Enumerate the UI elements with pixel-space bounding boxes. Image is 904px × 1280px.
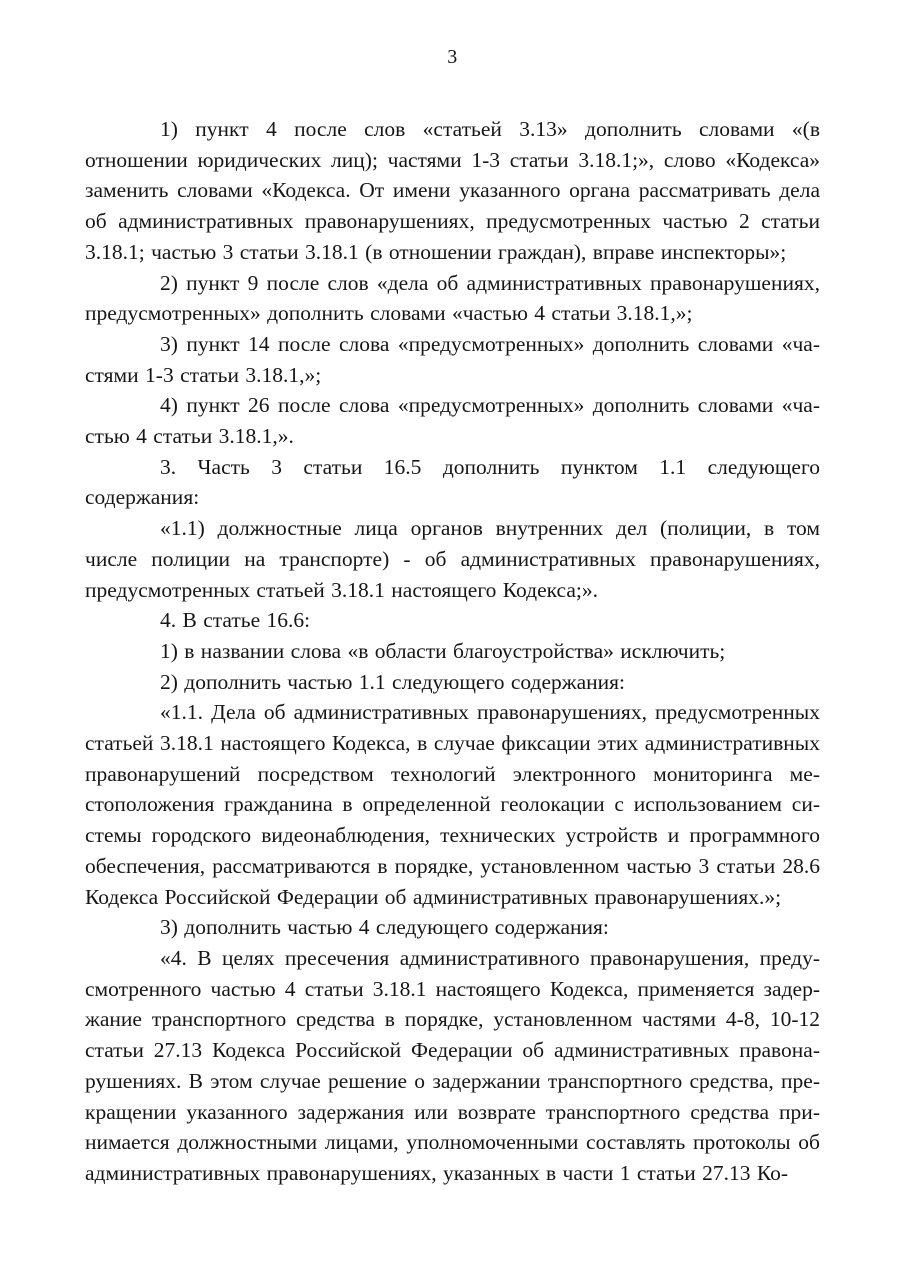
- paragraph: 2) дополнить частью 1.1 следующего содержания:: [160, 669, 626, 694]
- paragraph: «1.1) должностные лица органов внутренних дел (полиции, в том числе полиции на транспорте) - об административных правонарушениях, предусмотренных статьей 3.18.1 настоящего Кодекса;».: [85, 516, 820, 602]
- paragraph: «4. В целях пресечения административного правонарушения, предусмотренного частью 4 статьи 3.18.1 настоящего Кодекса, применяется задержание транспортного средства в порядке, установленном частями 4-8, 10-12 статьи 27.13 Кодекса Российской Федерации об административных правонарушениях. В этом случае решение о задержании транспортного средства, прекращении указанного задержания или возврате транспортного средства принимается должностными лицами, уполномоченными составлять протоколы об административных правонарушениях, указанных в части 1 статьи 27.13 Ко-: [85, 945, 820, 1185]
- paragraph: 3) пункт 14 после слова «предусмотренных» дополнить словами «частями 1-3 статьи 3.18.1,»;: [85, 331, 820, 387]
- page-number: 3: [447, 46, 458, 68]
- paragraph: 3) дополнить частью 4 следующего содержания:: [160, 915, 609, 940]
- paragraph: 3. Часть 3 статьи 16.5 дополнить пунктом 1.1 следующего содержания:: [85, 454, 820, 510]
- paragraph: 2) пункт 9 после слов «дела об административных правонарушениях, предусмотренных» дополнить словами «частью 4 статьи 3.18.1,»;: [85, 270, 820, 326]
- paragraph: «1.1. Дела об административных правонарушениях, предусмотренных статьей 3.18.1 настоящего Кодекса, в случае фиксации этих административных правонарушений посредством технологий электронного мониторинга местоположения гражданина в определенной геолокации с использованием системы городского видеонаблюдения, технических устройств и программного обеспечения, рассматриваются в порядке, установленном частью 3 статьи 28.6 Кодекса Российской Федерации об административных правонарушениях.»;: [85, 700, 820, 909]
- document-text: [85, 114, 820, 1189]
- paragraph: 4. В статье 16.6:: [160, 608, 311, 633]
- paragraph: 1) пункт 4 после слов «статьей 3.13» дополнить словами «(в отношении юридических лиц); частями 1-3 статьи 3.18.1;», слово «Кодекса» заменить словами «Кодекса. От имени указанного органа рассматривать дела об административных правонарушениях, предусмотренных частью 2 статьи 3.18.1; частью 3 статьи 3.18.1 (в отношении граждан), вправе инспекторы»;: [85, 117, 820, 264]
- paragraph: 4) пункт 26 после слова «предусмотренных» дополнить словами «частью 4 статьи 3.18.1,».: [85, 393, 820, 449]
- paragraph: 1) в названии слова «в области благоустройства» исключить;: [160, 638, 726, 663]
